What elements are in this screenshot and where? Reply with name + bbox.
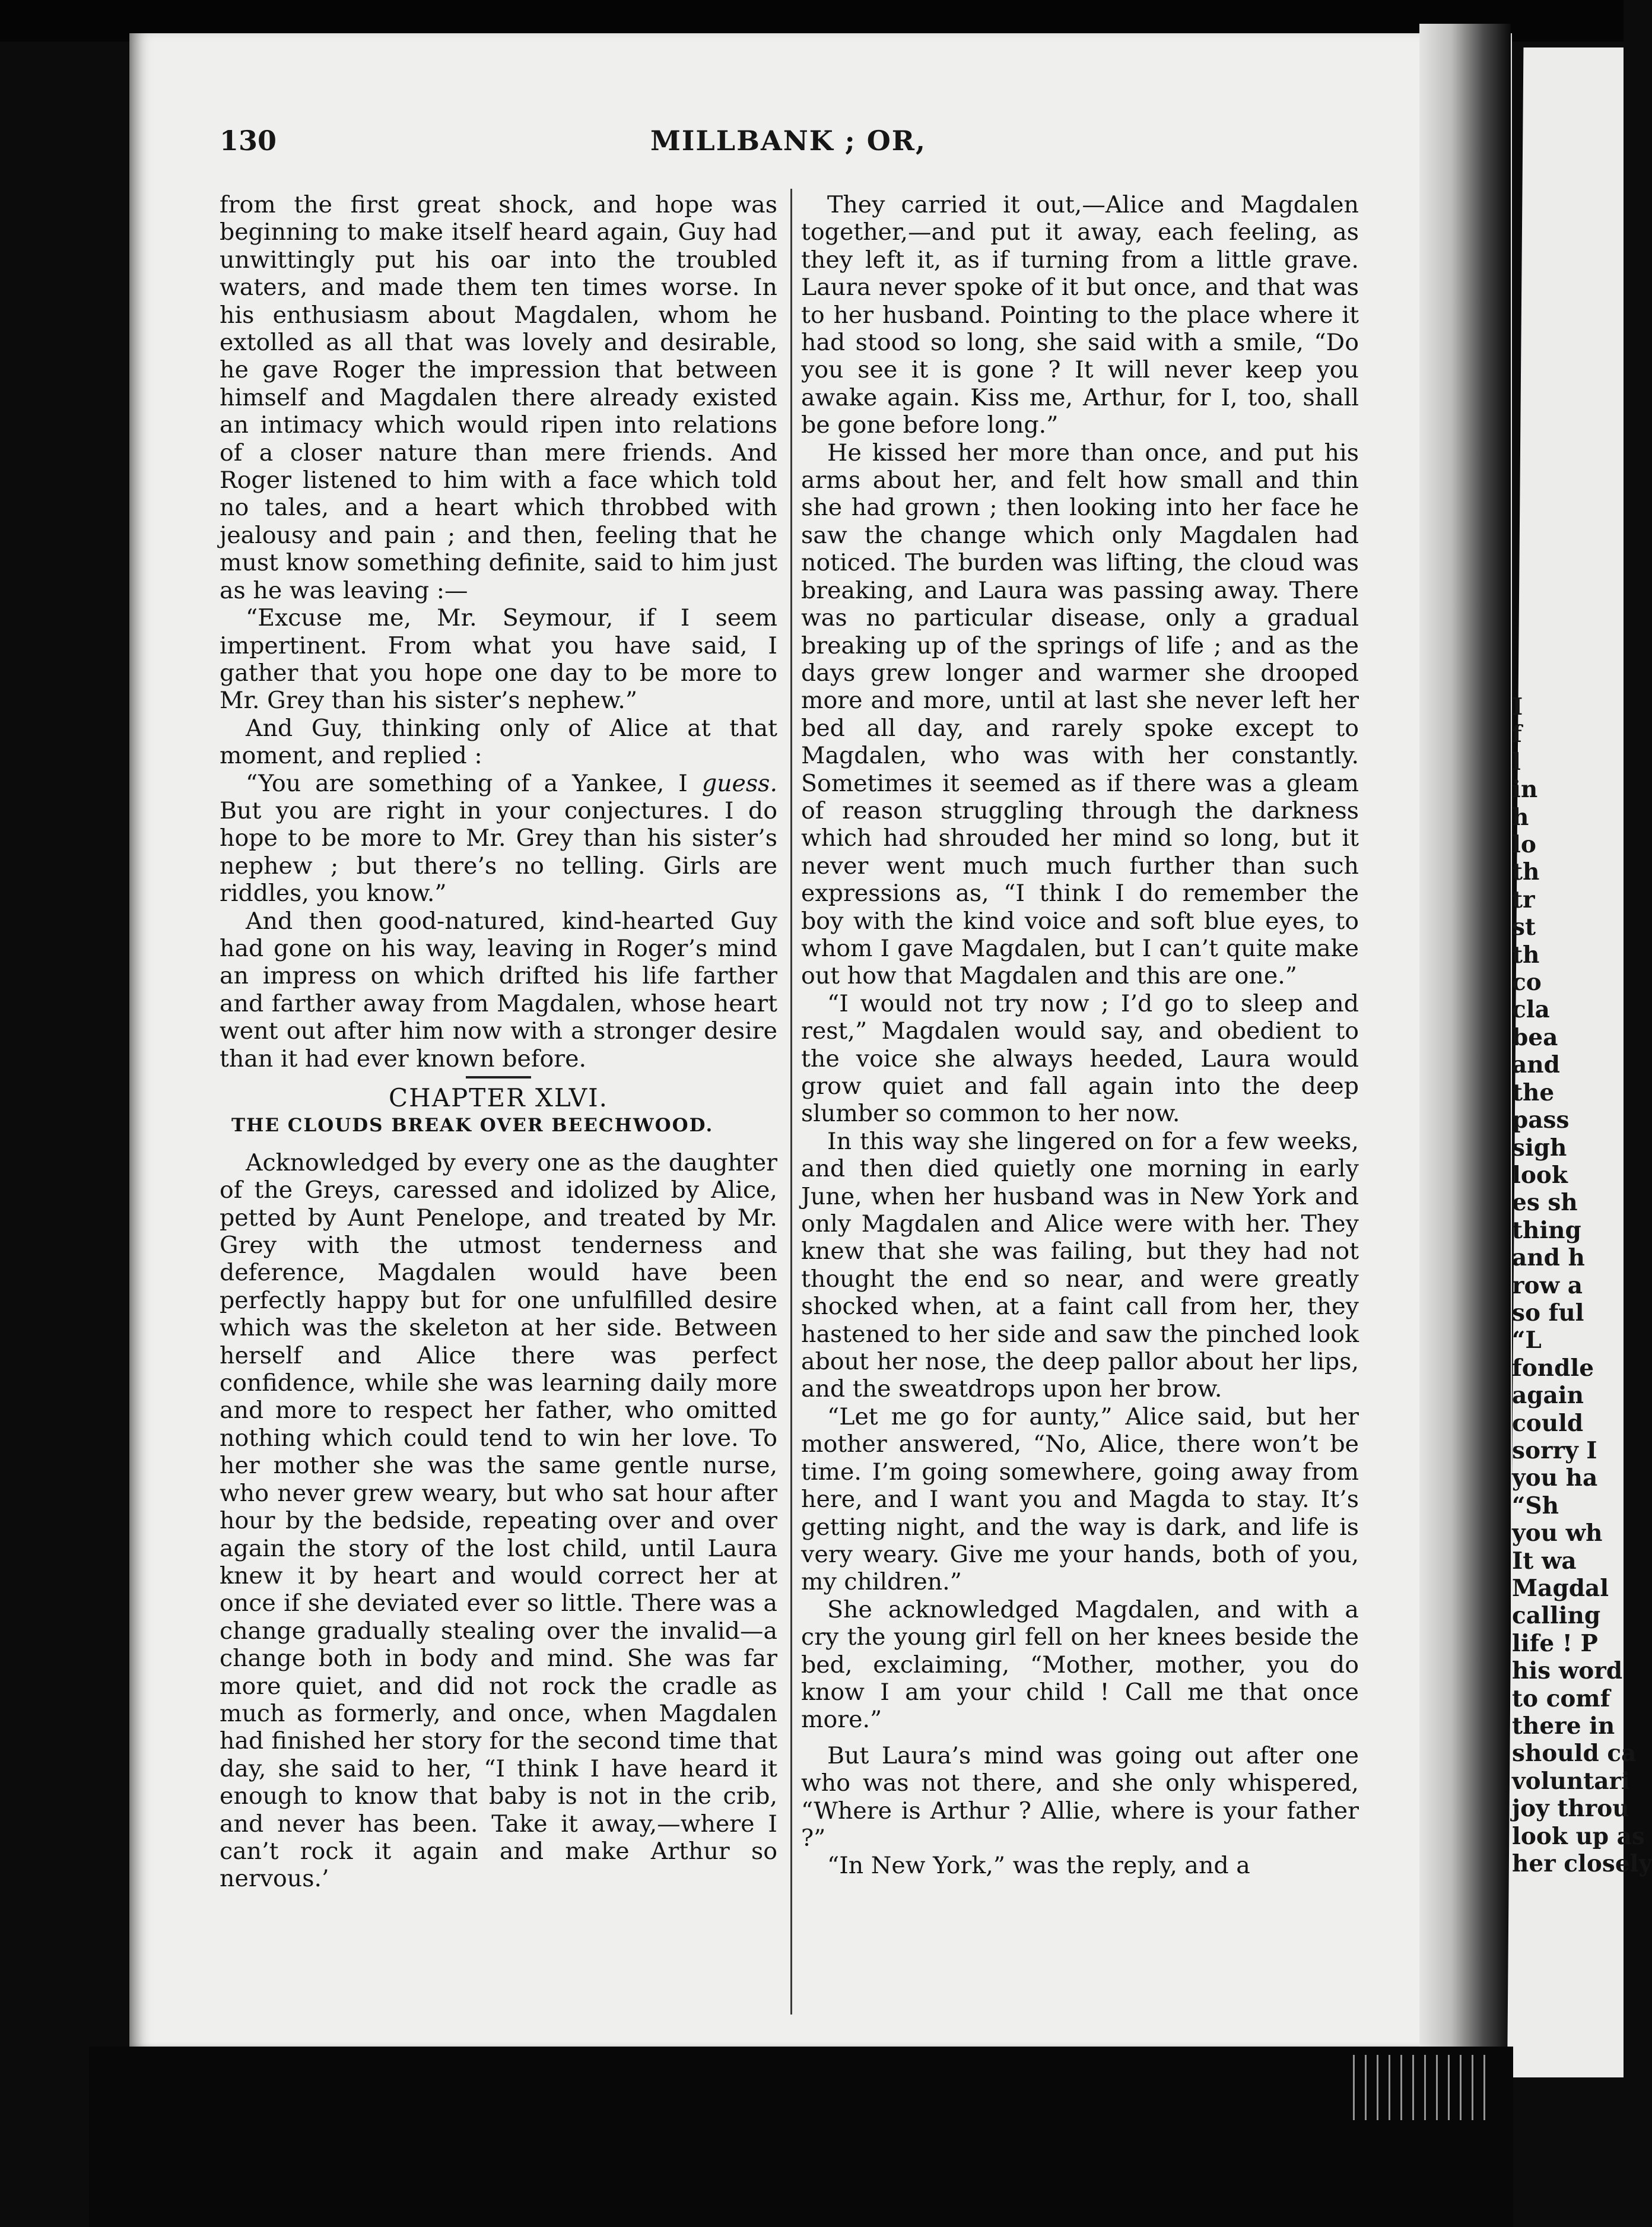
fragment-line: so ful	[1512, 1299, 1584, 1327]
running-head: MILLBANK ; OR,	[650, 125, 927, 157]
fragment-line: Magdal	[1512, 1575, 1609, 1602]
paragraph: “Let me go for aunty,” Alice said, but her mother answered, “No, Alice, there won’t be time. I’m going somewhere, going away from here, and I want you and Magda to stay. It’s getting night, and the way is dark, and life is very weary. Give me your hands, both of you, my children.”	[801, 1403, 1359, 1596]
fragment-line: sigh	[1512, 1134, 1567, 1162]
book-spine-shadow	[1419, 24, 1511, 2066]
paragraph: “In New York,” was the reply, and a	[827, 1852, 1250, 1880]
fragment-line: thing	[1512, 1216, 1581, 1244]
paragraph: “Excuse me, Mr. Seymour, if I seem impertinent. From what you have said, I gather that you hope one day to be more to Mr. Grey than his sister’s nephew.”	[220, 604, 777, 715]
paragraph: from the first great shock, and hope was beginning to make itself heard again, Guy had unwittingly put his oar into the troubled waters, and made them ten times worse. In his enthusiasm about Magdalen, whom he extolled as all that was lovely and desirable, he gave Roger the impression that between himself and Magdalen there already existed an intimacy which would ripen into relations of a closer nature than mere friends. And Roger listened to him with a face which told no tales, and a heart which throbbed with jealousy and pain ; and then, feeling that he must know something definite, said to him just as he was leaving :—	[220, 191, 777, 604]
text-column-left	[220, 191, 777, 1893]
fragment-line: st	[1512, 913, 1536, 941]
italic-word: guess.	[701, 769, 778, 797]
fragment-line: th	[1512, 941, 1540, 969]
chapter-heading: CHAPTER XLVI.	[388, 1083, 609, 1112]
paragraph: Acknowledged by every one as the daughter of the Greys, caressed and idolized by Alice, petted by Aunt Penelope, and treated by Mr. Grey with the utmost tenderness and deference, Magdalen would have been perfectly happy but for one unfulfilled desire which was the skeleton at her side. Between herself and Alice there was perfect confidence, while she was learning daily more and more to respect her father, who omitted nothing which could tend to win her love. To her mother she was the same gentle nurse, who never grew weary, but who sat hour after hour by the bedside, repeating over and over again the story of the lost child, until Laura knew it by heart and would correct her at once if she deviated ever so little. There was a change gradually stealing over the invalid—a change both in body and mind. She was far more quiet, and did not rock the cradle as much as formerly, and once, when Magdalen had finished her story for the second time that day, she said to her, “I think I have heard it enough to know that baby is not in the crib, and never has been. Take it away,—where I can’t rock it again and make Arthur so nervous.’	[220, 1149, 777, 1893]
paragraph: He kissed her more than once, and put his arms about her, and felt how small and thin she had grown ; then looking into her face he saw the change which only Magdalen had noticed. The burden was lifting, the cloud was breaking, and Laura was passing away. There was no particular disease, only a gradual breaking up of the springs of life ; and as the days grew longer and warmer she drooped more and more, until at last she never left her bed all day, and rarely spoke except to Magdalen, who was with her constantly. Sometimes it seemed as if there was a gleam of reason struggling through the darkness which had shrouded her mind so long, but it never went much much further than such expressions as, “I think I do remember the boy with the kind voice and soft blue eyes, to whom I gave Magdalen, but I can’t quite make out how that Magdalen and this are one.”	[801, 439, 1359, 990]
facing-page-text-fragments	[1512, 693, 1652, 1878]
fragment-line: could	[1512, 1409, 1584, 1437]
fragment-line: cla	[1512, 996, 1550, 1024]
fragment-line: I	[1512, 693, 1523, 721]
fragment-line: should ca	[1512, 1740, 1637, 1768]
fragment-line: es sh	[1512, 1189, 1578, 1217]
fragment-line: tr	[1512, 886, 1535, 913]
paragraph-text: “You are something of a Yankee, I	[246, 769, 688, 797]
fragment-line: there in	[1512, 1712, 1615, 1740]
fragment-line: joy throu	[1512, 1795, 1629, 1823]
fragment-line: calling	[1512, 1602, 1601, 1630]
section-rule	[466, 1076, 531, 1078]
text-column-right	[801, 191, 1359, 1880]
fragment-line: again	[1512, 1382, 1584, 1410]
fragment-line: sorry I	[1512, 1436, 1597, 1464]
paragraph: They carried it out,—Alice and Magdalen together,—and put it away, each feeling, as they left it, as if turning from a little grave. Laura never spoke of it but once, and that was to her husband. Pointing to the place where it had stood so long, she said with a smile, “Do you see it is gone ? It will never keep you awake again. Kiss me, Arthur, for I, too, shall be gone before long.”	[801, 191, 1359, 439]
fragment-line: and	[1512, 1051, 1560, 1079]
fragment-line: l	[1512, 748, 1521, 776]
fragment-line: voluntari	[1512, 1767, 1630, 1795]
fragment-line: to comf	[1512, 1684, 1610, 1712]
fragment-line: look	[1512, 1161, 1568, 1189]
fragment-line: “Sh	[1512, 1492, 1559, 1519]
fragment-line: fondle	[1512, 1354, 1594, 1382]
fragment-line: her closely	[1512, 1850, 1652, 1878]
fragment-line: bea	[1512, 1023, 1558, 1051]
fragment-line: in	[1512, 776, 1538, 804]
column-divider	[790, 189, 792, 2015]
paragraph-text: But you are right in your conjectures. I do hope to be more to Mr. Grey than his sister’s nephew ; but there’s no telling. Girls are riddles, you know.”	[220, 797, 777, 908]
fragment-line: lo	[1512, 831, 1536, 859]
paragraph: But Laura’s mind was going out after one who was not there, and she only whispered, “Where is Arthur ? Allie, where is your father ?”	[801, 1741, 1359, 1852]
fragment-line: look up as	[1512, 1822, 1645, 1850]
paragraph: And then good-natured, kind-hearted Guy had gone on his way, leaving in Roger’s mind an impress on which drifted his life farther and farther away from Magdalen, whose heart went out after him now with a stronger desire than it had ever known before.	[220, 907, 777, 1073]
fragment-line: It wa	[1512, 1547, 1577, 1575]
fragment-line: you ha	[1512, 1464, 1598, 1492]
chapter-subtitle: THE CLOUDS BREAK OVER BEECHWOOD.	[231, 1115, 714, 1137]
scan-border-bottom	[89, 2047, 1513, 2227]
paragraph: She acknowledged Magdalen, and with a cry the young girl fell on her knees beside the bed, exclaiming, “Mother, mother, you do know I am your child ! Call me that once more.”	[801, 1595, 1359, 1734]
fragment-line: pass	[1512, 1106, 1570, 1134]
fragment-line: and h	[1512, 1244, 1585, 1272]
paragraph: “I would not try now ; I’d go to sleep and rest,” Magdalen would say, and obedient to the voice she always heeded, Laura would grow quiet and fall again into the deep slumber so common to her now.	[801, 989, 1359, 1128]
fragment-line: “L	[1512, 1327, 1542, 1354]
page-number: 130	[220, 125, 277, 157]
paragraph	[220, 770, 777, 908]
page-edge-stack	[1353, 2055, 1495, 2120]
paragraph: And Guy, thinking only of Alice at that moment, and replied :	[220, 714, 777, 770]
fragment-line: th	[1512, 858, 1540, 886]
fragment-line: co	[1512, 969, 1542, 997]
fragment-line: you wh	[1512, 1519, 1603, 1547]
fragment-line: h	[1512, 803, 1529, 831]
fragment-line: his word	[1512, 1657, 1623, 1685]
fragment-line: the	[1512, 1078, 1555, 1106]
fragment-line: f	[1512, 721, 1522, 748]
paragraph: In this way she lingered on for a few weeks, and then died quietly one morning in early June, when her husband was in New York and only Magdalen and Alice were with her. They knew that she was failing, but they had not thought the end so near, and were greatly shocked when, at a faint call from her, they hastened to her side and saw the pinched look about her nose, the deep pallor about her lips, and the sweatdrops upon her brow.	[801, 1127, 1359, 1403]
fragment-line: life ! P	[1512, 1629, 1598, 1657]
fragment-line: row a	[1512, 1271, 1583, 1299]
